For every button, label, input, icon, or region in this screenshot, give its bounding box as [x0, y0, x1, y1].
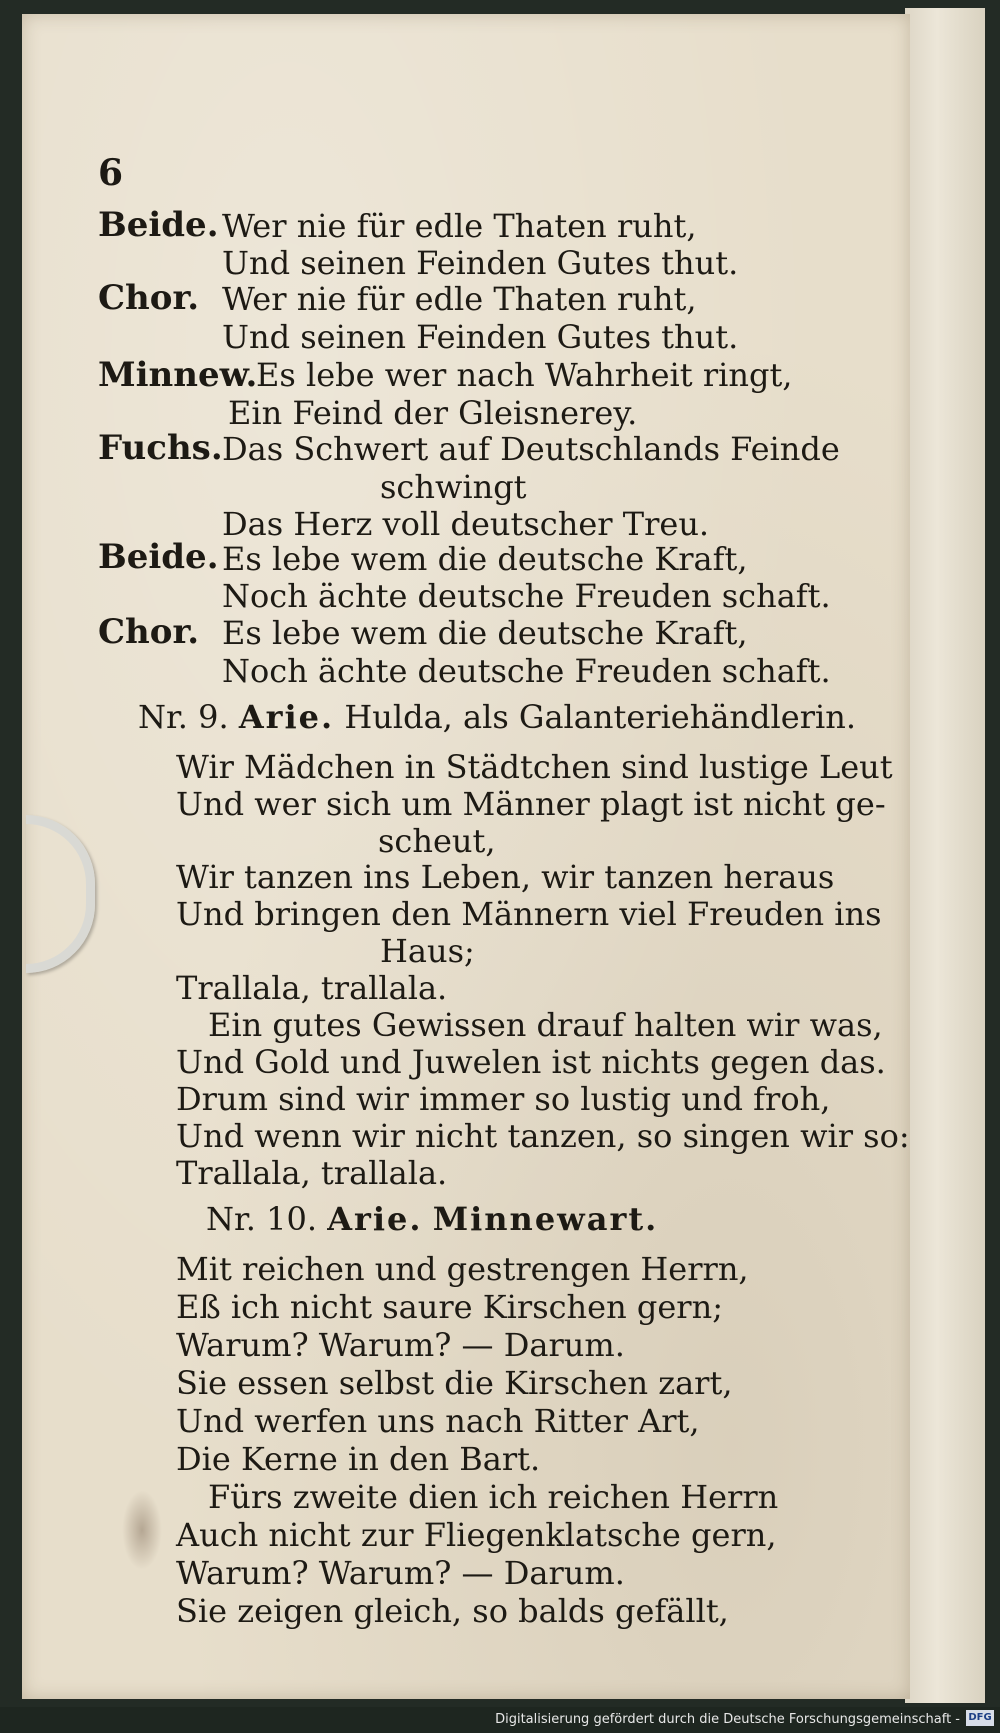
verse-line: Und wer sich um Männer plagt ist nicht ge- — [176, 785, 886, 823]
verse-line: Es lebe wem die deutsche Kraft, — [222, 540, 748, 578]
aria-10-heading — [206, 1200, 658, 1238]
verse-line: Und werfen uns nach Ritter Art, — [176, 1402, 700, 1440]
aria-number: Nr. 10. — [206, 1200, 318, 1238]
verse-line: Auch nicht zur Fliegenklatsche gern, — [176, 1516, 777, 1554]
verse-line: Mit reichen und gestrengen Herrn, — [176, 1250, 749, 1288]
verse-line: Noch ächte deutsche Freuden schaft. — [222, 652, 831, 690]
verse-line: Sie zeigen gleich, so balds gefällt, — [176, 1592, 729, 1630]
verse-line: Ein gutes Gewissen drauf halten wir was, — [208, 1006, 883, 1044]
aria-type: Arie. — [327, 1200, 423, 1238]
aria-singer: Hulda, als Galanteriehändlerin. — [344, 698, 856, 736]
verse-line: Und wenn wir nicht tanzen, so singen wir so: — [176, 1117, 910, 1155]
aria-9-heading — [138, 698, 856, 736]
verse-line: Und seinen Feinden Gutes thut. — [222, 244, 739, 282]
speaker-label: Fuchs. — [98, 428, 223, 468]
verse-line: Warum? Warum? — Darum. — [176, 1554, 625, 1592]
verse-line: Trallala, trallala. — [176, 969, 448, 1007]
paper-stain — [122, 1490, 162, 1570]
verse-line: Noch ächte deutsche Freuden schaft. — [222, 577, 831, 615]
verse-line: Das Herz voll deutscher Treu. — [222, 505, 710, 543]
verse-line: Das Schwert auf Deutschlands Feinde — [222, 430, 840, 468]
verse-line: Fürs zweite dien ich reichen Herrn — [208, 1478, 779, 1516]
verse-line: Ein Feind der Gleisnerey. — [228, 394, 638, 432]
page-number: 6 — [98, 152, 124, 194]
speaker-label: Chor. — [98, 612, 200, 652]
verse-line: Eß ich nicht saure Kirschen gern; — [176, 1288, 723, 1326]
verse-line: schwingt — [380, 468, 527, 506]
verse-line: Wer nie für edle Thaten ruht, — [222, 280, 697, 318]
digitization-credit: Digitalisierung gefördert durch die Deutsche Forschungsgemeinschaft - — [495, 1712, 960, 1727]
verse-line: Es lebe wer nach Wahrheit ringt, — [256, 356, 793, 394]
speaker-label: Beide. — [98, 537, 219, 577]
dfg-logo: DFG — [966, 1710, 994, 1726]
verse-line: Und seinen Feinden Gutes thut. — [222, 318, 739, 356]
verse-line: Warum? Warum? — Darum. — [176, 1326, 625, 1364]
verse-line: Wir Mädchen in Städtchen sind lustige Leut — [176, 748, 893, 786]
verse-line: Es lebe wem die deutsche Kraft, — [222, 614, 748, 652]
verse-line: scheut, — [378, 822, 496, 860]
verse-line: Und Gold und Juwelen ist nichts gegen das. — [176, 1043, 886, 1081]
verse-line: Wer nie für edle Thaten ruht, — [222, 207, 697, 245]
aria-number: Nr. 9. — [138, 698, 229, 736]
verse-line: Und bringen den Männern viel Freuden ins — [176, 895, 882, 933]
aria-type: Arie. — [238, 698, 335, 736]
speaker-label: Minnew. — [98, 355, 258, 395]
verse-line: Wir tanzen ins Leben, wir tanzen heraus — [176, 858, 835, 896]
verse-line: Drum sind wir immer so lustig und froh, — [176, 1080, 831, 1118]
aria-singer: Minnewart. — [432, 1200, 659, 1238]
verse-line: Sie essen selbst die Kirschen zart, — [176, 1364, 733, 1402]
next-page-edge — [905, 8, 985, 1703]
verse-line: Haus; — [380, 932, 475, 970]
verse-line: Trallala, trallala. — [176, 1154, 448, 1192]
speaker-label: Chor. — [98, 278, 200, 318]
verse-line: Die Kerne in den Bart. — [176, 1440, 541, 1478]
speaker-label: Beide. — [98, 205, 219, 245]
